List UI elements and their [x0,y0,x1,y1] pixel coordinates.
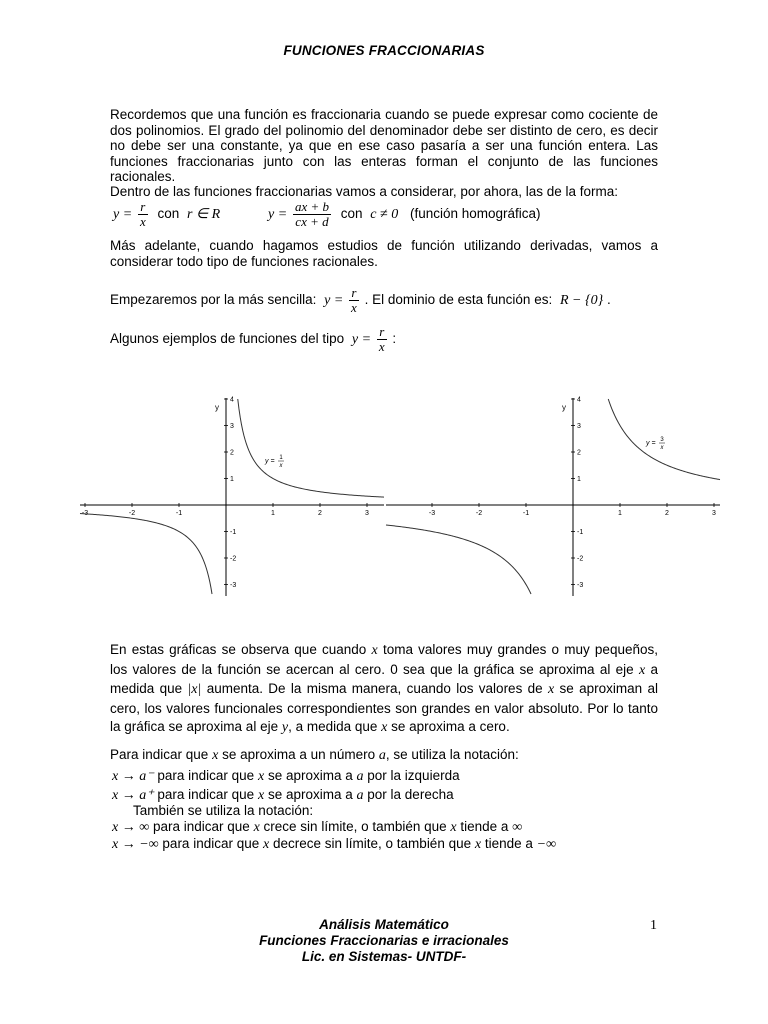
x-tick-label: -1 [522,510,530,517]
curve-label [645,437,665,451]
also-line: También se utiliza la notación: [133,803,314,818]
x-tick-label: 1 [271,510,275,517]
y-tick-label: -2 [577,555,584,563]
notation-intro: Para indicar que x se aproxima a un número a, se utiliza la notación: [110,747,519,763]
x-tick-label: 1 [618,510,622,517]
page-title: FUNCIONES FRACCIONARIAS [283,43,485,58]
infinity-line: x → ∞ para indicar que x crece sin límite, o también que x tiende a ∞ [112,819,523,835]
x-tick-label: -3 [81,510,89,517]
x-tick-label: -1 [175,510,183,517]
curve-branch-negative [386,525,531,594]
y-tick-label: 2 [577,449,581,457]
consider-line: Dentro de las funciones fraccionarias vamos a considerar, por ahora, las de la forma: [110,184,619,199]
x-tick-label: 2 [665,510,669,517]
footer-line-1: Análisis Matemático [319,917,449,932]
x-tick-label: 3 [365,510,369,517]
form1-lhs: y = [113,207,133,223]
curve-branch-positive [608,399,720,480]
y-tick-label: -2 [230,555,237,563]
examples-line: Algunos ejemplos de funciones del tipo y = $\frac{r}{x}$ : [110,324,397,354]
intro-paragraph: Recordemos que una función es fraccionaria cuando se puede expresar como cociente de dos polinomios. El grado del polinomio del denominador debe ser distinto de cero, es decir no debe ser una constante, ya que en ese caso pasaría a ser una función entera. Las funciones fraccionarias junto con las enteras forman el conjunto de las funciones racionales. [110,107,658,184]
y-tick-label: 1 [577,476,581,483]
start-line: Empezaremos por la más sencilla: y = $\frac{r}{x}$ . El dominio de esta función es: R − {0} . [110,285,611,315]
footer-line-3: Lic. en Sistemas- UNTDF- [301,949,467,964]
y-tick-label: -3 [577,582,584,589]
graph-y-equals-1-over-x [78,392,388,602]
curve-label-denominator: x [660,445,664,451]
y-axis-label: y [562,403,566,412]
x-tick-label: 2 [318,510,322,517]
form2-lhs: y = [268,207,288,223]
y-tick-label: -1 [230,529,237,536]
right-limit-line: x → a⁺ para indicar que x se aproxima a a por la derecha [112,787,454,803]
form2-note: (función homográfica) [409,206,541,222]
later-paragraph: Más adelante, cuando hagamos estudios de función utilizando derivadas, vamos a considerar todo tipo de funciones racionales. [110,238,658,269]
form1-fraction: $\frac{r}{x}$ [139,199,146,229]
y-tick-label: 4 [577,396,581,404]
form2-con: con [340,206,363,222]
y-tick-label: 2 [230,449,234,457]
y-tick-label: 3 [577,423,581,430]
curve-label-lhs: y = [265,458,275,465]
page-number: 1 [650,918,657,933]
footer-line-2: Funciones Fraccionarias e irracionales [259,933,509,948]
curve-label [264,455,284,469]
curve-branch-positive [238,399,384,497]
curve-label-denominator: x [279,463,283,469]
observation-paragraph: En estas gráficas se observa que cuando x toma valores muy grandes o muy pequeños, los valores de la función se acercan al cero. 0 sea que la gráfica se aproxima al eje x a medida que |x| aumenta. De la misma manera, cuando los valores de x se aproximan al cero, los valores funcionales correspondientes son grandes en valor absoluto. Por lo tanto la gráfica se aproxima al eje y, a medida que x se aproxima a cero. [110,642,658,735]
y-tick-label: 1 [230,476,234,483]
domain-set: R − {0} [559,293,604,309]
graph-y-equals-3-over-x [384,392,724,602]
y-tick-label: 4 [230,396,234,404]
y-axis-label: y [215,403,219,412]
curve-label-numerator: 3 [660,437,664,443]
left-limit-line: x → a⁻ para indicar que x se aproxima a a por la izquierda [112,768,460,784]
x-tick-label: 3 [712,510,716,517]
form1-con: con [157,206,180,222]
y-tick-label: -1 [577,529,584,536]
curve-label-numerator: 1 [279,455,283,461]
form2-condition: c ≠ 0 [370,207,399,223]
x-tick-label: -3 [428,510,436,517]
x-tick-label: -2 [128,510,136,517]
curve-label-lhs: y = [646,440,656,447]
negative-infinity-line: x → −∞ para indicar que x decrece sin límite, o también que x tiende a −∞ [112,836,557,852]
y-tick-label: -3 [230,582,237,589]
form2-fraction: $\frac{ax + b}{cx + d}$ [294,199,329,229]
formula-row [113,200,541,229]
form1-condition: r ∈ R [187,207,221,223]
curve-branch-negative [80,514,212,594]
x-tick-label: -2 [475,510,483,517]
y-tick-label: 3 [230,423,234,430]
